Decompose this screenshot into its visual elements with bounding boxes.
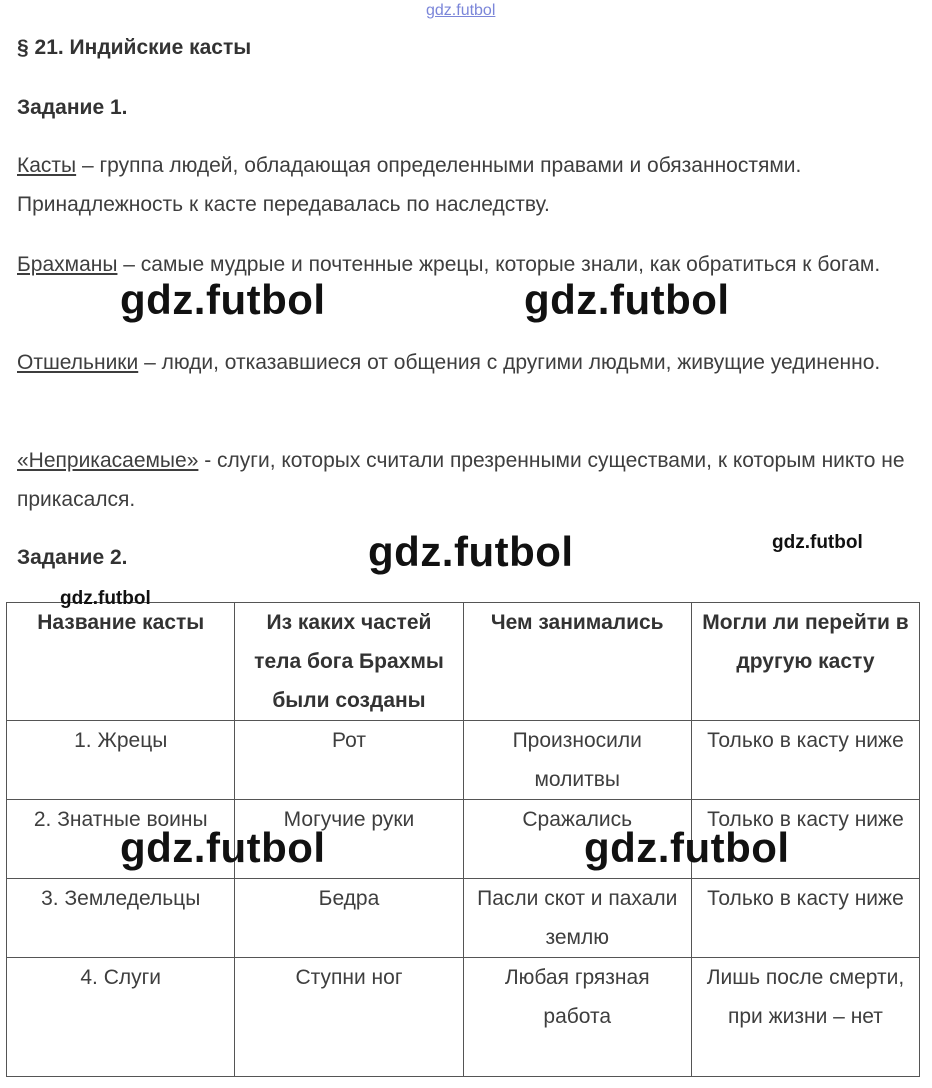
- definition-term: Отшельники: [17, 351, 139, 374]
- header-can-move: Могли ли перейти в другую касту: [691, 603, 919, 721]
- watermark-top[interactable]: gdz.futbol: [426, 2, 496, 19]
- watermark-text: gdz.futbol: [60, 588, 151, 609]
- definition-text: – группа людей, обладающая определенными правами и обязанностями. Принадлежность к касте передавалась по наследству.: [17, 154, 802, 216]
- header-body-part: Из каких частей тела бога Брахмы были созданы: [235, 603, 463, 721]
- watermark-text: gdz.futbol: [120, 276, 326, 323]
- table-cell: Любая грязная работа: [463, 958, 691, 1077]
- table-row: [7, 958, 920, 1077]
- watermark-text: gdz.futbol: [584, 824, 790, 871]
- definition-term: «Неприкасаемые»: [17, 449, 199, 472]
- table-header-row: [7, 603, 920, 721]
- table-cell: Рот: [235, 721, 463, 800]
- definition-text: – самые мудрые и почтенные жрецы, которые знали, как обратиться к богам.: [117, 253, 881, 276]
- definition-term: Брахманы: [17, 253, 118, 276]
- definition-castes: [17, 146, 917, 224]
- table-cell: Произносили молитвы: [463, 721, 691, 800]
- task2-heading: Задание 2.: [17, 546, 128, 569]
- watermark-text: gdz.futbol: [772, 532, 863, 553]
- definition-text: – люди, отказавшиеся от общения с другими людьми, живущие уединенно.: [138, 351, 881, 374]
- definition-text: - слуги, которых считали презренными существами, к которым никто не прикасался.: [17, 449, 905, 511]
- table-cell: Могучие руки: [235, 800, 463, 879]
- definition-untouchables: [17, 441, 917, 519]
- table-cell: Ступни ног: [235, 958, 463, 1077]
- table-cell: Сражались: [463, 800, 691, 879]
- watermark-text: gdz.futbol: [368, 528, 574, 575]
- definition-term: Касты: [17, 154, 77, 177]
- table-cell: Лишь после смерти, при жизни – нет: [691, 958, 919, 1077]
- table-cell: Только в касту ниже: [691, 800, 919, 879]
- table-cell: 1. Жрецы: [7, 721, 235, 800]
- table-row: [7, 879, 920, 958]
- definition-hermits: [17, 343, 917, 382]
- table-row: [7, 721, 920, 800]
- table-cell: Только в касту ниже: [691, 721, 919, 800]
- page-title: § 21. Индийские касты: [17, 36, 252, 59]
- table-cell: 3. Земледельцы: [7, 879, 235, 958]
- watermark-text: gdz.futbol: [120, 824, 326, 871]
- watermark-text: gdz.futbol: [524, 276, 730, 323]
- header-caste-name: Название касты: [7, 603, 235, 721]
- task1-heading: Задание 1.: [17, 96, 128, 119]
- table-cell: Только в касту ниже: [691, 879, 919, 958]
- header-occupation: Чем занимались: [463, 603, 691, 721]
- table-cell: Бедра: [235, 879, 463, 958]
- table-cell: 2. Знатные воины: [7, 800, 235, 879]
- table-cell: Пасли скот и пахали землю: [463, 879, 691, 958]
- table-cell: 4. Слуги: [7, 958, 235, 1077]
